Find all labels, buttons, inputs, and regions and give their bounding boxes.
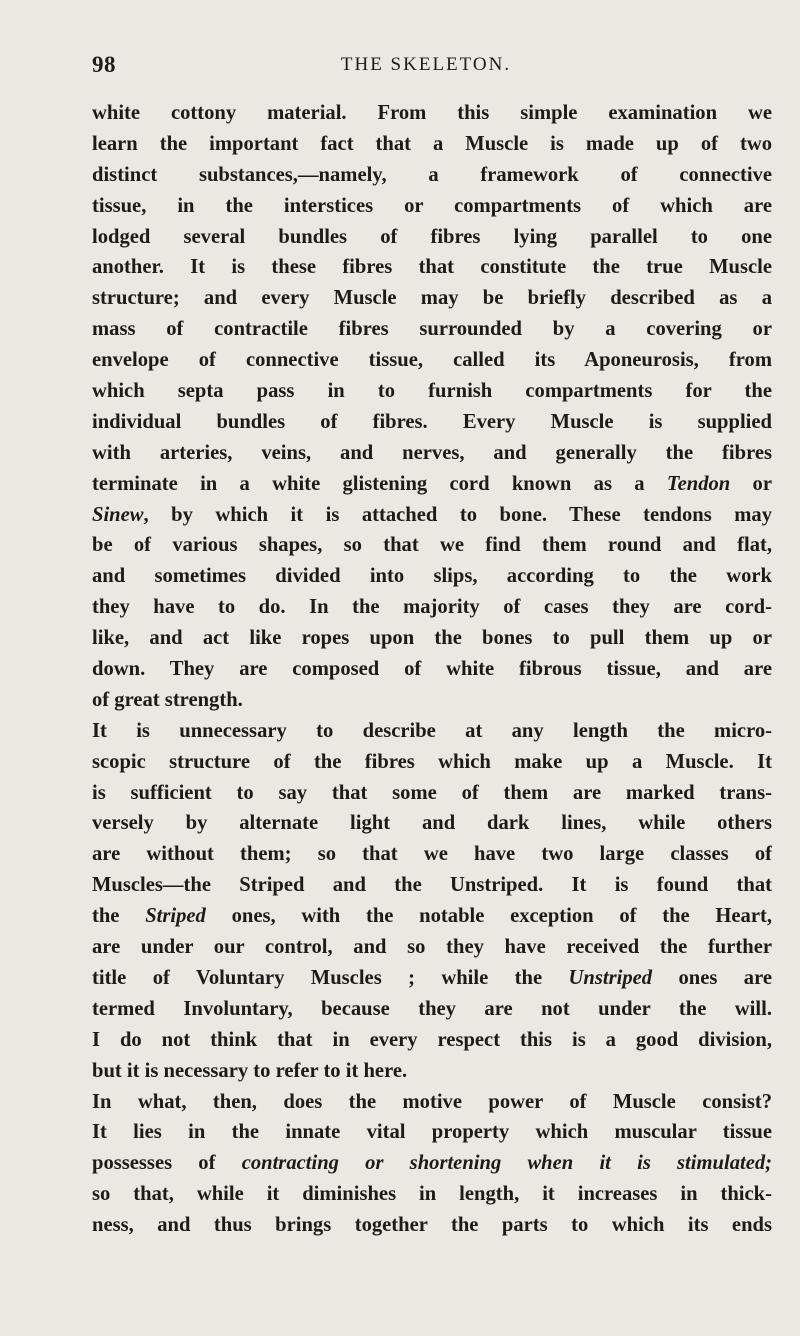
text-segment: I do not think that in every respect this is a good division, — [92, 1028, 772, 1051]
text-segment: so that, while it diminishes in length, it increases in thick- — [92, 1183, 772, 1206]
text-segment: It is unnecessary to describe at any length the micro- — [92, 719, 772, 742]
text-segment: Muscles—the Striped and the Unstriped. It is found that — [92, 874, 772, 897]
text-segment: possesses of — [92, 1152, 242, 1175]
text-segment: down. They are composed of white fibrous tissue, and are — [92, 658, 772, 681]
text-segment: ones, with the notable exception of the Heart, — [205, 905, 772, 928]
text-line — [92, 963, 772, 994]
italic-text: Tendon — [666, 472, 731, 495]
text-segment: envelope of connective tissue, called its Aponeurosis, from — [92, 349, 772, 372]
text-segment: In what, then, does the motive power of Muscle consist? — [92, 1090, 772, 1113]
text-line — [92, 500, 772, 531]
text-line — [92, 623, 772, 654]
italic-text: contracting or shortening when it is stimulated; — [241, 1152, 772, 1175]
text-line — [92, 716, 772, 747]
text-segment: termed Involuntary, because they are not under the will. — [92, 997, 772, 1020]
text-segment: white cottony material. From this simple examination we — [92, 102, 772, 124]
text-segment: or — [730, 472, 772, 495]
text-line — [92, 994, 772, 1025]
text-segment: It lies in the innate vital property which muscular tissue — [92, 1121, 772, 1144]
text-line — [92, 932, 772, 963]
text-line — [92, 376, 772, 407]
text-line — [92, 561, 772, 592]
text-segment: scopic structure of the fibres which make up a Muscle. It — [92, 750, 772, 773]
text-segment: which septa pass in to furnish compartments for the — [92, 380, 772, 403]
text-segment: and sometimes divided into slips, according to the work — [92, 565, 772, 588]
text-line — [92, 747, 772, 778]
text-segment: is sufficient to say that some of them are marked trans- — [92, 781, 772, 804]
text-segment: lodged several bundles of fibres lying parallel to one — [92, 225, 772, 248]
text-line — [92, 654, 772, 685]
text-segment: title of Voluntary Muscles ; while the — [92, 966, 569, 989]
text-line — [92, 1087, 772, 1118]
text-line — [92, 1117, 772, 1148]
text-segment: learn the important fact that a Muscle is made up of two — [92, 132, 772, 155]
text-segment: are without them; so that we have two large classes of — [92, 843, 772, 866]
text-line — [92, 98, 772, 129]
text-segment: versely by alternate light and dark lines, while others — [92, 812, 772, 835]
italic-text: Unstriped — [568, 966, 653, 989]
text-line — [92, 252, 772, 283]
text-segment: structure; and every Muscle may be briefly described as a — [92, 287, 772, 310]
text-line — [92, 129, 772, 160]
text-line — [92, 1179, 772, 1210]
italic-text: Sinew — [92, 503, 144, 526]
text-segment: terminate in a white glistening cord known as a — [92, 472, 667, 495]
running-head: THE SKELETON. — [340, 54, 512, 75]
text-segment: like, and act like ropes upon the bones to pull them up or — [92, 627, 772, 650]
text-segment: , by which it is attached to bone. These tendons may — [143, 503, 772, 526]
text-segment: ones are — [652, 966, 772, 989]
text-segment: they have to do. In the majority of cases they are cord- — [92, 596, 772, 619]
text-line — [92, 901, 772, 932]
text-segment: of great strength. — [92, 688, 243, 711]
text-segment: are under our control, and so they have received the further — [92, 936, 772, 959]
text-line — [92, 283, 772, 314]
text-line — [92, 191, 772, 222]
text-line — [92, 469, 772, 500]
text-segment: ness, and thus brings together the parts to which its ends — [92, 1214, 772, 1237]
text-line — [92, 407, 772, 438]
text-line — [92, 808, 772, 839]
text-segment: be of various shapes, so that we find them round and flat, — [92, 534, 772, 557]
text-segment: another. It is these fibres that constitute the true Muscle — [92, 256, 772, 279]
page-header — [92, 52, 712, 82]
text-line — [92, 592, 772, 623]
text-line — [92, 530, 772, 561]
text-line — [92, 1025, 772, 1056]
text-line — [92, 438, 772, 469]
text-line — [92, 778, 772, 809]
text-segment: but it is necessary to refer to it here. — [92, 1059, 408, 1082]
text-segment: distinct substances,—namely, a framework of connective — [92, 163, 772, 186]
text-line — [92, 1056, 772, 1087]
text-line — [92, 839, 772, 870]
text-line — [92, 222, 772, 253]
page-number: 98 — [92, 52, 116, 77]
body-text — [92, 98, 772, 1241]
italic-text: Striped — [145, 905, 206, 928]
text-line — [92, 314, 772, 345]
text-line — [92, 1210, 772, 1241]
text-line — [92, 1148, 772, 1179]
text-segment: with arteries, veins, and nerves, and generally the fibres — [92, 441, 772, 464]
text-segment: mass of contractile fibres surrounded by a covering or — [92, 318, 772, 341]
text-line — [92, 685, 772, 716]
text-segment: individual bundles of fibres. Every Muscle is supplied — [92, 410, 772, 433]
text-line — [92, 160, 772, 191]
text-line — [92, 870, 772, 901]
text-line — [92, 345, 772, 376]
text-segment: the — [92, 905, 146, 928]
text-segment: tissue, in the interstices or compartments of which are — [92, 194, 772, 217]
